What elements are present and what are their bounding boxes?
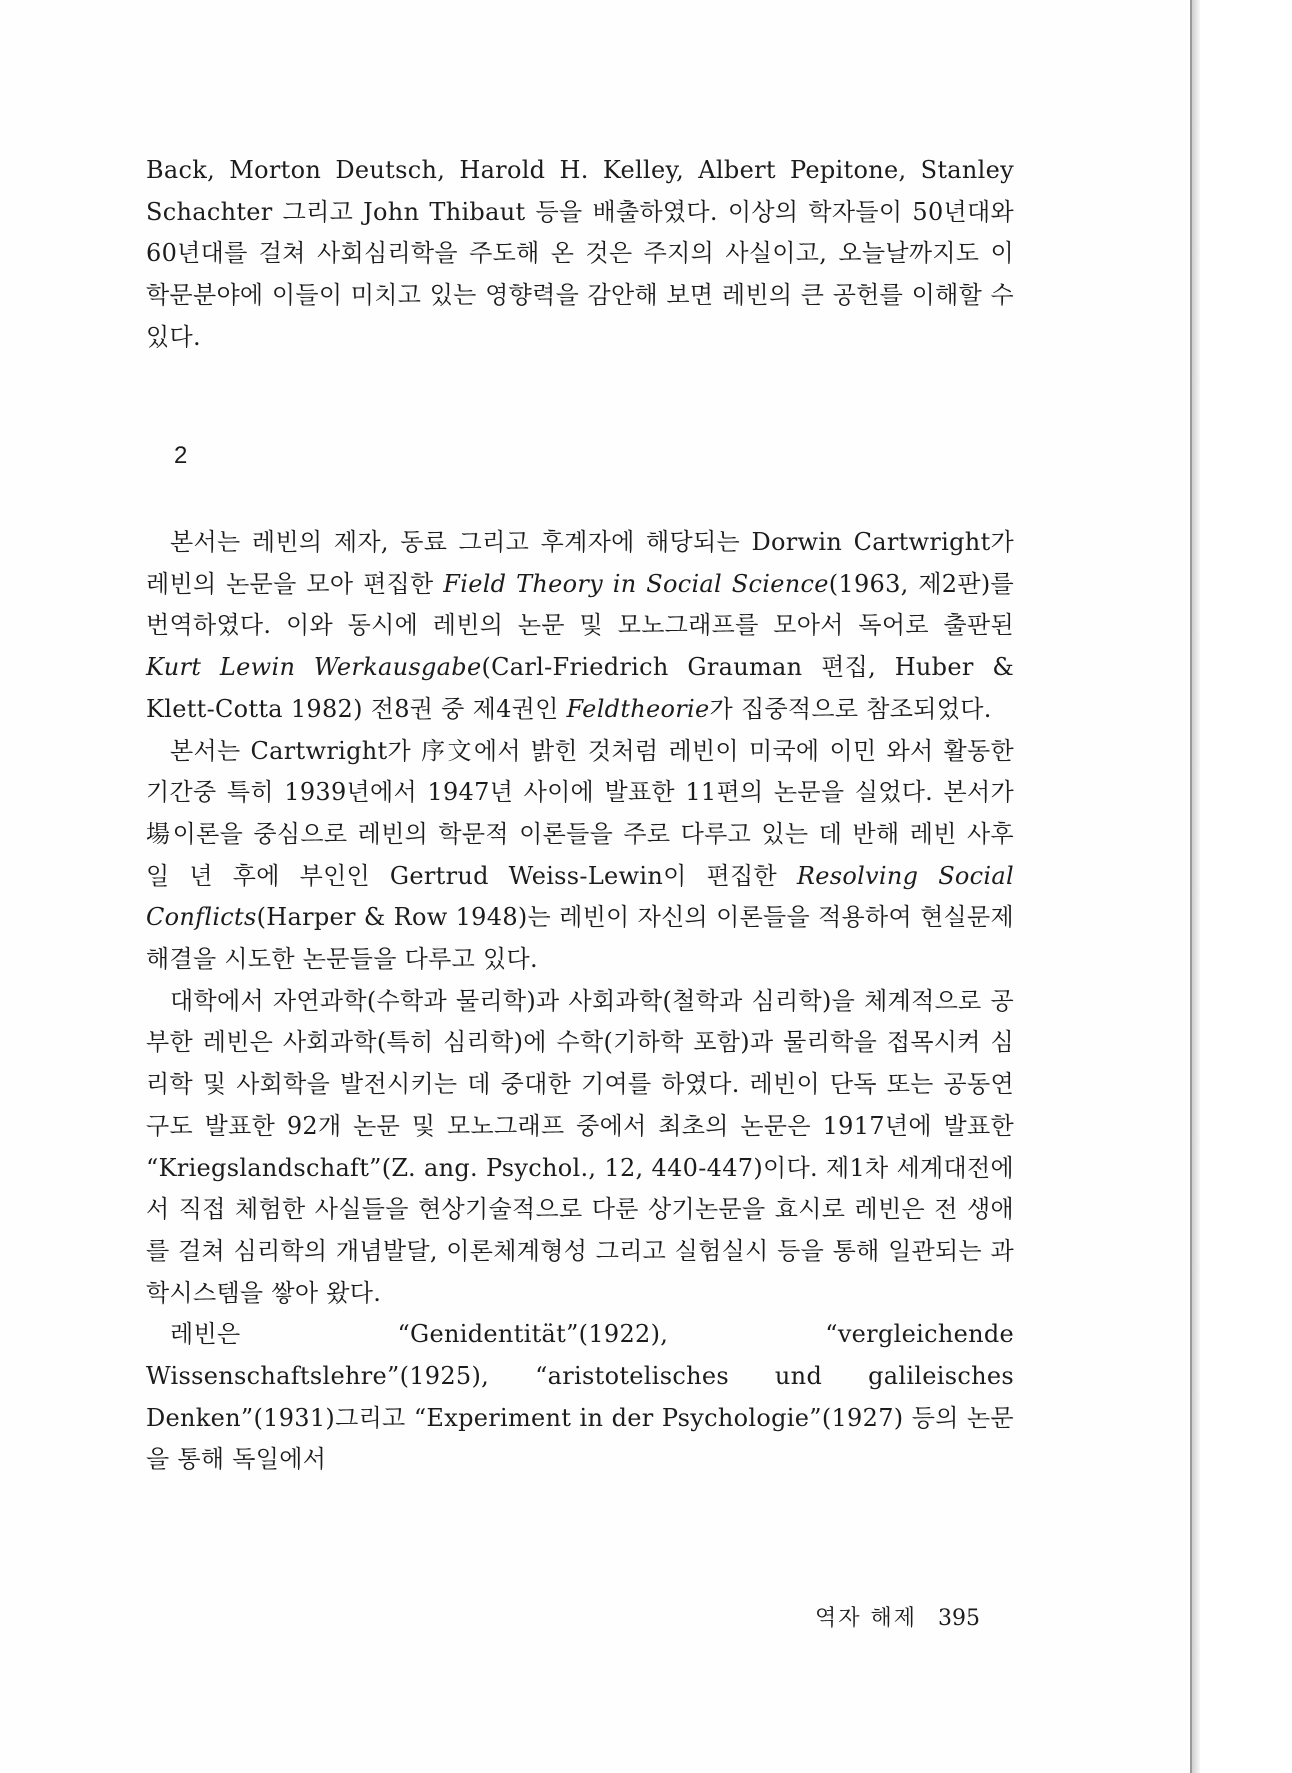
section-body	[146, 522, 1014, 1481]
book-title-field-theory: Field Theory in Social Science	[443, 569, 829, 598]
page-footer	[815, 1601, 980, 1632]
top-paragraph-block	[146, 150, 1014, 359]
page-number: 395	[938, 1606, 981, 1631]
paragraph-4: 레빈은 “Genidentität”(1922), “vergleichende Wissenschaftslehre”(1925), “aristotelisches und galileisches Denken”(1931)그리고 “Experiment in der Psychologie”(1927) 등의 논문을 통해 독일에서	[146, 1320, 1014, 1474]
book-title-resolving-social-conflicts: Resolving Social Conflicts	[146, 861, 1014, 932]
page-edge-shadow	[1192, 0, 1200, 1773]
book-title-werkausgabe: Kurt Lewin Werkausgabe	[146, 653, 482, 682]
paragraph-1-text-c: (Carl-Friedrich Grauman 편집, Huber & Klett-Cotta 1982) 전8권 중 제4권인	[146, 653, 1014, 723]
paragraph-1-text-a: 본서는 레빈의 제자, 동료 그리고 후계자에 해당되는 Dorwin Cartwright가 레빈의 논문을 모아 편집한	[146, 528, 1014, 598]
book-title-feldtheorie: Feldtheorie	[566, 694, 710, 723]
paragraph-3: 대학에서 자연과학(수학과 물리학)과 사회과학(철학과 심리학)을 체계적으로 공부한 레빈은 사회과학(특히 심리학)에 수학(기하학 포함)과 물리학을 접목시켜 심리학 및 사회학을 발전시키는 데 중대한 기여를 하였다. 레빈이 단독 또는 공동연구도 발표한 92개 논문 및 모노그래프 중에서 최초의 논문은 1917년에 발표한 “Kriegslandschaft”(Z. ang. Psychol., 12, 440-447)이다. 제1차 세계대전에서 직접 체험한 사실들을 현상기술적으로 다룬 상기논문을 효시로 레빈은 전 생애를 걸쳐 심리학의 개념발달, 이론체계형성 그리고 실험실시 등을 통해 일관되는 과학시스템을 쌓아 왔다.	[146, 986, 1014, 1307]
paragraph-2-text-b: (Harper & Row 1948)는 레빈이 자신의 이론들을 적용하여 현실문제 해결을 시도한 논문들을 다루고 있다.	[146, 903, 1014, 974]
paragraph-1-text-b: (1963, 제2판)를 번역하였다. 이와 동시에 레빈의 논문 및 모노그래프를 모아서 독어로 출판된	[146, 569, 1015, 640]
paragraph-2	[146, 731, 1014, 981]
paragraph-1-text-d: 가 집중적으로 참조되었다.	[709, 694, 992, 723]
top-paragraph: Back, Morton Deutsch, Harold H. Kelley, Albert Pepitone, Stanley Schachter 그리고 John Thibaut 등을 배출하였다. 이상의 학자들이 50년대와 60년대를 걸쳐 사회심리학을 주도해 온 것은 주지의 사실이고, 오늘날까지도 이 학문분야에 이들이 미치고 있는 영향력을 감안해 보면 레빈의 큰 공헌를 이해할 수 있다.	[146, 156, 1014, 351]
paragraph-1	[146, 522, 1014, 731]
paragraph-2-text-a: 본서는 Cartwright가 序文에서 밝힌 것처럼 레빈이 미국에 이민 와서 활동한 기간중 특히 1939년에서 1947년 사이에 발표한 11편의 논문을 실었다. 본서가 場이론을 중심으로 레빈의 학문적 이론들을 주로 다루고 있는 데 반해 레빈 사후 일 년 후에 부인인 Gertrud Weiss-Lewin이 편집한	[146, 736, 1014, 890]
running-head: 역자 해제	[815, 1606, 918, 1631]
section-number: 2	[174, 442, 188, 469]
